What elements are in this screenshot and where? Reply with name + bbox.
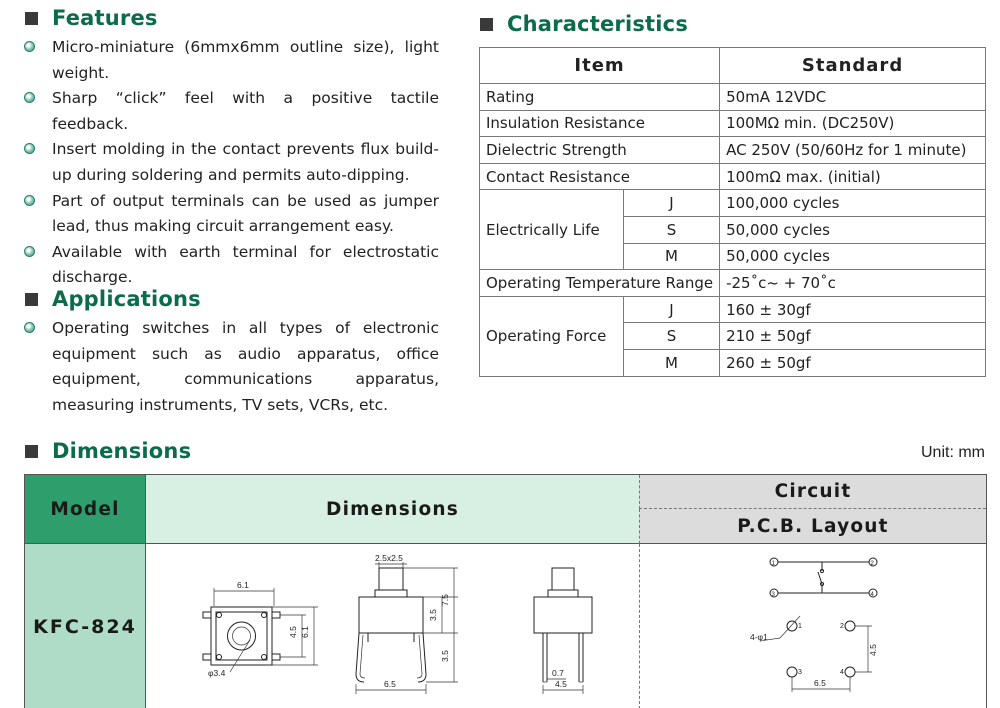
characteristics-title: Characteristics <box>507 12 689 36</box>
row-label: Rating <box>480 84 720 111</box>
grade-cell: J <box>623 190 719 217</box>
model-header: Model <box>25 475 146 544</box>
pcb-layout <box>750 616 878 692</box>
table-row <box>480 270 986 297</box>
model-cell: KFC-824 <box>25 544 146 708</box>
row-label: Contact Resistance <box>480 163 720 190</box>
row-value: 160 ± 30gf <box>720 296 986 323</box>
row-value: 50,000 cycles <box>720 243 986 270</box>
dim-label: 3.5 <box>428 609 438 621</box>
dimensions-table <box>24 474 987 708</box>
row-value: 210 ± 50gf <box>720 323 986 350</box>
list-item: Micro-miniature (6mmx6mm outline size), light weight. <box>22 35 439 86</box>
row-value: 50,000 cycles <box>720 216 986 243</box>
heading-square-icon <box>25 445 38 458</box>
pcb-pin-label: 2 <box>840 623 844 630</box>
dim-label: 6.1 <box>237 580 249 590</box>
grade-cell: S <box>623 323 719 350</box>
pcb-pin-label: 4 <box>840 669 844 676</box>
dim-label: 4.5 <box>868 644 878 656</box>
features-heading <box>25 6 158 30</box>
table-row <box>480 84 986 111</box>
dimensions-heading <box>25 439 191 463</box>
dim-label: 7.5 <box>440 594 450 606</box>
table-header-row <box>480 48 986 84</box>
table-row <box>480 110 986 137</box>
dim-label: 0.7 <box>552 668 564 678</box>
pin-label: 3 <box>771 592 775 598</box>
pin-label: 2 <box>870 561 874 567</box>
row-label: Operating Force <box>480 296 624 376</box>
bullet-icon <box>24 246 35 257</box>
dim-label: 6.5 <box>814 678 826 688</box>
bullet-icon <box>24 195 35 206</box>
heading-square-icon <box>480 18 493 31</box>
dimension-drawing-svg <box>146 544 639 708</box>
row-value: -25˚c~ + 70˚c <box>720 270 986 297</box>
unit-label: Unit: mm <box>921 444 985 461</box>
heading-square-icon <box>25 12 38 25</box>
bullet-icon <box>24 143 35 154</box>
dimensions-title: Dimensions <box>52 439 192 463</box>
applications-title: Applications <box>52 287 201 311</box>
heading-square-icon <box>25 293 38 306</box>
top-view-drawing <box>203 580 318 678</box>
table-row <box>480 190 986 217</box>
table-row <box>480 296 986 323</box>
row-value: AC 250V (50/60Hz for 1 minute) <box>720 137 986 164</box>
circuit-drawing-svg <box>640 544 987 708</box>
dim-label: 4-φ1 <box>750 632 768 642</box>
row-value: 260 ± 50gf <box>720 349 986 376</box>
pin-label: 1 <box>771 561 775 567</box>
list-item: Part of output terminals can be used as jumper lead, thus making circuit arrangement easy. <box>22 189 439 240</box>
pcb-pin-label: 3 <box>798 669 802 676</box>
row-value: 50mA 12VDC <box>720 84 986 111</box>
column-header-standard: Standard <box>720 48 986 84</box>
row-label: Operating Temperature Range <box>480 270 720 297</box>
side-view-drawing <box>356 553 458 694</box>
row-label: Insulation Resistance <box>480 110 720 137</box>
characteristics-heading <box>480 12 688 36</box>
applications-heading <box>25 287 201 311</box>
grade-cell: S <box>623 216 719 243</box>
dim-label: 3.5 <box>440 650 450 662</box>
pcb-pin-label: 1 <box>798 623 802 630</box>
list-item: Operating switches in all types of electronic equipment such as audio apparatus, office equipment, communications apparatus, measuring instruments, TV sets, VCRs, etc. <box>22 316 439 418</box>
dim-label: 6.1 <box>300 626 310 638</box>
characteristics-table <box>479 47 986 377</box>
dim-label: 4.5 <box>555 679 567 689</box>
bullet-icon <box>24 92 35 103</box>
table-row <box>480 163 986 190</box>
row-label: Electrically Life <box>480 190 624 270</box>
end-view-drawing <box>534 568 592 694</box>
row-value: 100,000 cycles <box>720 190 986 217</box>
pcb-layout-header: P.C.B. Layout <box>639 509 986 544</box>
grade-cell: M <box>623 243 719 270</box>
row-value: 100mΩ max. (initial) <box>720 163 986 190</box>
applications-list <box>22 316 439 418</box>
list-item: Available with earth terminal for electrostatic discharge. <box>22 240 439 291</box>
row-label: Dielectric Strength <box>480 137 720 164</box>
row-value: 100MΩ min. (DC250V) <box>720 110 986 137</box>
circuit-pcb-drawings <box>639 544 986 708</box>
bullet-icon <box>24 41 35 52</box>
circuit-schematic <box>770 558 877 598</box>
dim-label: 6.5 <box>384 679 396 689</box>
pin-label: 4 <box>870 592 874 598</box>
dim-label: 2.5x2.5 <box>375 553 403 563</box>
table-row <box>480 137 986 164</box>
grade-cell: M <box>623 349 719 376</box>
dimensions-header: Dimensions <box>146 475 639 544</box>
features-title: Features <box>52 6 158 30</box>
circuit-header: Circuit <box>639 475 986 509</box>
dim-label: φ3.4 <box>208 668 226 678</box>
dim-label: 4.5 <box>288 626 298 638</box>
list-item: Sharp “click” feel with a positive tactile feedback. <box>22 86 439 137</box>
bullet-icon <box>24 322 35 333</box>
dimension-drawings <box>146 544 639 708</box>
column-header-item: Item <box>480 48 720 84</box>
grade-cell: J <box>623 296 719 323</box>
features-list <box>22 35 439 291</box>
list-item: Insert molding in the contact prevents flux build-up during soldering and permits auto-dipping. <box>22 137 439 188</box>
